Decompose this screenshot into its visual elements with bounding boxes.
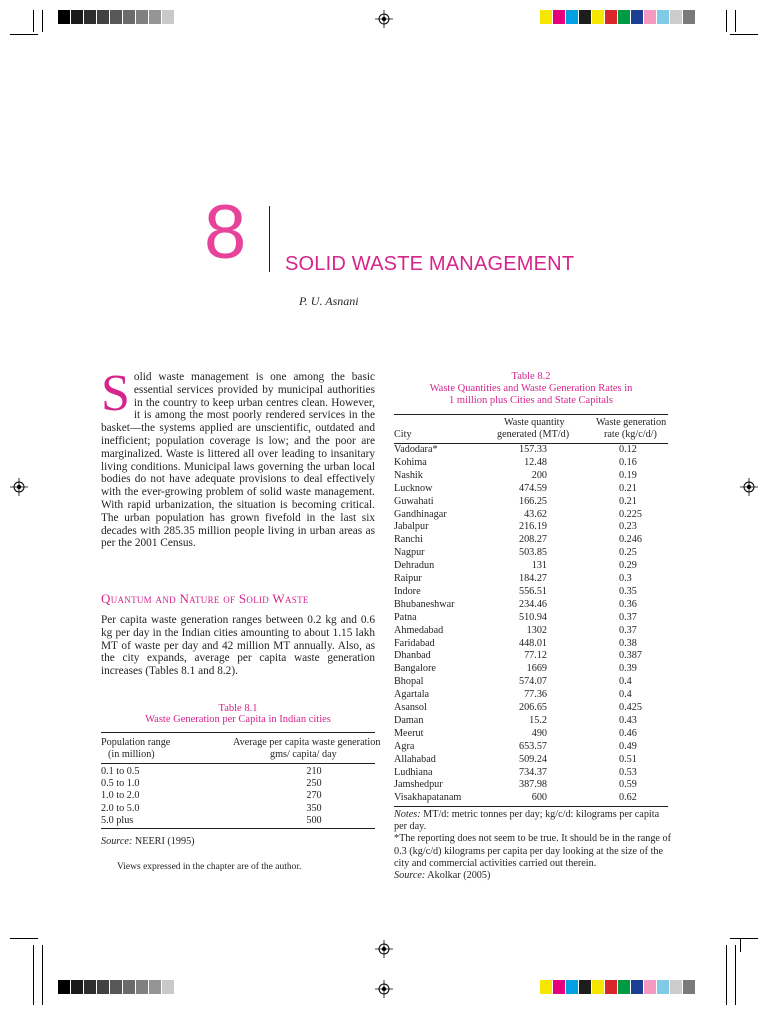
color-swatch: [97, 980, 110, 994]
table-8-2-qty-cell: 510.94: [518, 611, 547, 623]
table-8-2-rate-cell: 0.12: [619, 444, 637, 455]
table-8-2-qty-cell: 234.46: [518, 598, 547, 610]
table-8-2-city-cell: Bangalore: [394, 663, 436, 675]
table-8-2-col-rate: Waste generation: [596, 417, 667, 428]
color-swatch: [579, 10, 592, 24]
color-swatch: [644, 980, 657, 994]
color-swatch: [605, 980, 618, 994]
table-8-2-qty-cell: 208.27: [518, 534, 547, 546]
table-rule: [394, 414, 668, 415]
color-swatch: [579, 980, 592, 994]
table-8-1-col-avg-unit: gms/ capita/ day: [270, 749, 337, 760]
crop-mark: [42, 945, 43, 1005]
table-8-2-rate-cell: 0.51: [619, 753, 637, 765]
table-8-2-qty-cell: 448.01: [518, 637, 547, 649]
table-8-2-city-cell: Jabalpur: [394, 521, 429, 533]
table-8-2-qty-cell: 12.48: [524, 456, 547, 468]
color-swatch: [683, 10, 696, 24]
registration-mark-icon: [375, 10, 393, 28]
table-8-2-city-cell: Ranchi: [394, 534, 423, 546]
color-swatch: [540, 10, 553, 24]
color-swatch: [162, 980, 175, 994]
table-8-2-rate-cell: 0.39: [619, 663, 637, 675]
color-swatch: [58, 10, 71, 24]
table-8-2-rate-cell: 0.4: [619, 689, 632, 701]
table-8-2-rate-cell: 0.425: [619, 702, 642, 713]
table-8-2-qty-cell: 556.51: [518, 585, 547, 597]
color-swatch: [618, 980, 631, 994]
color-swatch: [149, 980, 162, 994]
intro-text: olid waste management is one among the basic essential services provided by municipal authorities in the country to keep urban centres clean. However, it is among the most poorly rendered services in the basket—the systems applied are unscientific, outdated and inefficient; population coverage is low; and the poor are marginalized. Waste is littered all over leading to insanitary living conditions. Municipal laws governing the urban local bodies do not have adequate provisions to deal effectively with the ever-growing problem of solid waste management. With rapid urbanization, the situation is becoming critical. The urban population has grown fivefold in the last six decades with 285.35 million people living in urban areas as per the 2001 Census.: [101, 371, 375, 550]
table-8-1-range-cell: 2.0 to 5.0: [101, 802, 140, 814]
color-swatch: [97, 10, 110, 24]
table-8-2-title-line1: Waste Quantities and Waste Generation Rates in: [429, 383, 633, 394]
table-8-2-rate-cell: 0.35: [619, 585, 637, 597]
table-rule: [101, 732, 375, 733]
table-8-2-rate-cell: 0.38: [619, 637, 637, 649]
table-8-2-city-cell: Patna: [394, 611, 417, 623]
color-swatch: [605, 10, 618, 24]
color-swatch: [110, 980, 123, 994]
color-swatch: [162, 10, 175, 24]
color-swatch: [123, 980, 136, 994]
table-8-1-label: Table 8.1: [218, 703, 258, 714]
table-8-2-rate-cell: 0.16: [619, 456, 637, 468]
table-8-1-col-avg: Average per capita waste generation: [233, 737, 381, 748]
table-8-2-qty-cell: 184.27: [518, 573, 547, 584]
table-8-1-col-range-unit: (in million): [108, 749, 155, 760]
table-8-2-city-cell: Jamshedpur: [394, 779, 443, 791]
color-swatch: [136, 10, 149, 24]
registration-mark-icon: [740, 478, 758, 496]
registration-mark-icon: [375, 940, 393, 958]
table-8-2-city-cell: Bhopal: [394, 676, 424, 688]
table-rule: [394, 806, 668, 807]
color-swatch: [71, 980, 84, 994]
color-swatch: [592, 980, 605, 994]
table-8-2-rate-cell: 0.246: [619, 534, 642, 546]
table-8-2-city-cell: Raipur: [394, 573, 422, 584]
chapter-author: P. U. Asnani: [299, 294, 359, 308]
color-swatch: [657, 10, 670, 24]
section-heading: Quantum and Nature of Solid Waste: [101, 591, 309, 606]
table-8-2-rate-cell: 0.37: [619, 611, 637, 623]
table-8-2-qty-cell: 15.2: [529, 714, 547, 726]
color-swatch: [553, 980, 566, 994]
grayscale-bar-top: [58, 10, 188, 24]
registration-mark-icon: [10, 478, 28, 496]
table-8-2-qty-cell: 1302: [526, 624, 547, 636]
table-8-2-col-rate-unit: rate (kg/c/d/): [604, 429, 657, 440]
table-8-2-qty-cell: 216.19: [518, 521, 547, 533]
table-8-2-rate-cell: 0.25: [619, 547, 637, 559]
table-8-2-qty-cell: 43.62: [524, 508, 547, 520]
color-swatch: [566, 980, 579, 994]
table-8-2-city-cell: Vadodara*: [394, 444, 438, 455]
footnote: Views expressed in the chapter are of the author.: [117, 862, 302, 872]
table-8-1-value-cell: 350: [306, 802, 322, 814]
color-swatch: [566, 10, 579, 24]
table-8-2-rate-cell: 0.225: [619, 508, 642, 520]
table-8-2-qty-cell: 387.98: [518, 779, 547, 791]
crop-mark: [740, 938, 741, 952]
source-label: Source:: [394, 870, 426, 882]
table-8-2-rate-cell: 0.387: [619, 650, 642, 662]
table-rule: [101, 828, 375, 829]
table-8-2-city-cell: Dhanbad: [394, 650, 431, 662]
notes-line-2: *The reporting does not seem to be true. It should be in the range of: [394, 833, 671, 845]
table-8-2-qty-cell: 77.36: [524, 689, 547, 701]
table-8-1-title: Waste Generation per Capita in Indian cities: [145, 714, 331, 725]
intro-paragraph: [101, 365, 375, 550]
table-8-2-rate-cell: 0.4: [619, 676, 632, 688]
color-swatch: [631, 980, 644, 994]
table-8-2-rate-cell: 0.36: [619, 598, 637, 610]
color-swatch: [123, 10, 136, 24]
table-8-2-qty-cell: 206.65: [518, 702, 547, 713]
table-8-2-city-cell: Bhubaneshwar: [394, 598, 455, 610]
table-8-2-city-cell: Allahabad: [394, 753, 436, 765]
color-swatch: [618, 10, 631, 24]
color-swatch: [553, 10, 566, 24]
table-8-1-range-cell: 5.0 plus: [101, 814, 134, 826]
color-swatch: [644, 10, 657, 24]
color-swatch: [136, 980, 149, 994]
table-8-2-city-cell: Indore: [394, 585, 421, 597]
registration-mark-icon: [375, 980, 393, 998]
table-8-2-qty-cell: 490: [531, 727, 547, 739]
table-8-2-rate-cell: 0.53: [619, 766, 637, 778]
table-8-1-range-cell: 0.1 to 0.5: [101, 766, 140, 777]
color-swatch: [58, 980, 71, 994]
notes-line-1: MT/d: metric tonnes per day; kg/c/d: kilograms per capita per day.: [394, 809, 660, 833]
chapter-number: 8: [204, 190, 247, 275]
crop-mark: [730, 938, 758, 939]
table-8-2-rate-cell: 0.23: [619, 521, 637, 533]
table-8-2-qty-cell: 600: [531, 792, 547, 804]
table-8-1-value-cell: 500: [306, 814, 322, 826]
table-8-2-qty-cell: 200: [531, 469, 547, 481]
crop-mark: [10, 34, 38, 35]
drop-cap: S: [101, 365, 130, 422]
crop-mark: [42, 10, 43, 32]
table-8-1-value-cell: 270: [306, 790, 322, 802]
table-8-2-qty-cell: 157.33: [518, 444, 547, 455]
table-8-2-col-city: City: [394, 429, 412, 440]
crop-mark: [10, 938, 38, 939]
table-8-2-city-cell: Meerut: [394, 727, 424, 739]
table-8-2-rate-cell: 0.29: [619, 560, 637, 572]
crop-mark: [726, 945, 727, 1005]
table-8-1-range-cell: 0.5 to 1.0: [101, 778, 140, 790]
color-swatch: [149, 10, 162, 24]
table-8-2-qty-cell: 166.25: [518, 495, 547, 507]
color-bar-bottom: [540, 980, 696, 994]
table-8-2-city-cell: Lucknow: [394, 482, 433, 494]
table-8-2-city-cell: Faridabad: [394, 637, 435, 649]
chapter-divider: [269, 206, 270, 272]
table-8-2-qty-cell: 503.85: [518, 547, 547, 559]
table-rule: [101, 763, 375, 764]
table-8-2-rate-cell: 0.21: [619, 482, 637, 494]
table-8-2-city-cell: Agra: [394, 740, 415, 752]
table-8-2-city-cell: Dehradun: [394, 560, 435, 572]
source-text: NEERI (1995): [134, 836, 195, 847]
table-8-2-qty-cell: 77.12: [524, 650, 547, 662]
table-8-2-rate-cell: 0.43: [619, 714, 637, 726]
table-8-2-qty-cell: 1669: [526, 663, 547, 675]
color-swatch: [657, 980, 670, 994]
table-8-2-rate-cell: 0.21: [619, 495, 637, 507]
table-8-2-rate-cell: 0.37: [619, 624, 637, 636]
grayscale-bar-bottom: [58, 980, 188, 994]
table-8-2-rate-cell: 0.46: [619, 727, 637, 739]
table-8-1-source: [101, 836, 195, 848]
table-8-2-qty-cell: 574.07: [518, 676, 547, 688]
table-8-2-rate-cell: 0.59: [619, 779, 637, 791]
table-8-1-value-cell: 210: [306, 766, 322, 777]
color-swatch: [631, 10, 644, 24]
table-8-2-city-cell: Nagpur: [394, 547, 425, 559]
section-paragraph: Per capita waste generation ranges between 0.2 kg and 0.6 kg per day in the Indian cities amounting to about 1.15 lakh MT of waste per day and 42 million MT annually. Also, as the city expands, average per capita waste generation increases (Tables 8.1 and 8.2).: [101, 614, 375, 678]
table-8-2-rate-cell: 0.49: [619, 740, 637, 752]
table-8-2-city-cell: Asansol: [394, 702, 427, 713]
table-8-2-rate-cell: 0.3: [619, 573, 632, 584]
table-8-2-city-cell: Visakhapatanam: [394, 792, 462, 804]
table-8-2-city-cell: Daman: [394, 714, 424, 726]
crop-mark: [33, 10, 34, 32]
table-8-1-value-cell: 250: [306, 778, 322, 790]
color-swatch: [84, 10, 97, 24]
color-swatch: [670, 980, 683, 994]
color-swatch: [110, 10, 123, 24]
color-swatch: [175, 980, 188, 994]
crop-mark: [33, 945, 34, 1005]
table-8-2-qty-cell: 131: [531, 560, 547, 572]
notes-label: Notes:: [394, 809, 421, 820]
notes-line-3: 0.3 (kg/c/d) kilograms per capita per day looking at the size of the: [394, 845, 664, 857]
table-8-2-city-cell: Agartala: [394, 689, 430, 701]
table-8-2-label: Table 8.2: [511, 371, 551, 382]
crop-mark: [726, 10, 727, 32]
table-8-2-rate-cell: 0.62: [619, 792, 637, 804]
table-8-2-city-cell: Gandhinagar: [394, 508, 447, 520]
color-swatch: [84, 980, 97, 994]
color-swatch: [71, 10, 84, 24]
table-8-1-col-range: Population range: [101, 737, 171, 748]
crop-mark: [730, 34, 758, 35]
table-8-1-range-cell: 1.0 to 2.0: [101, 790, 140, 802]
table-8-2-city-cell: Kohima: [394, 456, 427, 468]
color-swatch: [540, 980, 553, 994]
color-swatch: [670, 10, 683, 24]
table-8-2-col-qty-unit: generated (MT/d): [497, 429, 570, 440]
table-8-2-city-cell: Ahmedabad: [394, 624, 444, 636]
chapter-title: SOLID WASTE MANAGEMENT: [285, 253, 575, 275]
color-swatch: [683, 980, 696, 994]
table-8-2-rate-cell: 0.19: [619, 469, 637, 481]
table-8-2-notes: [394, 809, 674, 882]
notes-line-4: city and commercial activities carried out therein.: [394, 857, 597, 869]
table-8-2-city-cell: Ludhiana: [394, 766, 433, 778]
table-8-2-qty-cell: 474.59: [518, 482, 547, 494]
color-swatch: [592, 10, 605, 24]
table-8-2-col-qty: Waste quantity: [504, 417, 565, 428]
crop-mark: [735, 945, 736, 1005]
table-8-2-title-line2: 1 million plus Cities and State Capitals: [449, 395, 613, 406]
crop-mark: [735, 10, 736, 32]
table-8-2-city-cell: Guwahati: [394, 495, 434, 507]
source-label: Source:: [101, 836, 133, 847]
table-8-2-city-cell: Nashik: [394, 469, 423, 481]
table-8-2-qty-cell: 734.37: [518, 766, 547, 778]
table-8-2-qty-cell: 653.57: [518, 740, 547, 752]
color-swatch: [175, 10, 188, 24]
color-bar-top: [540, 10, 696, 24]
source-text: Akolkar (2005): [427, 870, 491, 882]
table-8-2-qty-cell: 509.24: [518, 753, 547, 765]
